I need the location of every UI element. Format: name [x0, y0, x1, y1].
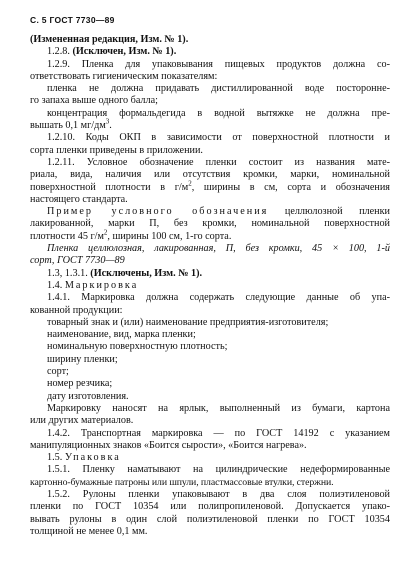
section-heading-marking: 1.4. Маркировка — [47, 279, 139, 291]
text-line: пленка не должна придавать дистиллированной воде посторонне- — [47, 83, 390, 95]
text-line: 1.4.2. Транспортная маркировка — по ГОСТ 14192 с указанием — [47, 427, 390, 439]
paragraph-1-5-2 — [30, 489, 390, 538]
clause-excluded-note: (Исключен, Изм. № 1). — [72, 46, 177, 58]
list-item: номер резчика; — [47, 378, 113, 390]
list-item: дату изготовления. — [47, 390, 129, 402]
text-line: сорт, ГОСТ 7730—89 — [30, 255, 125, 267]
paragraph-1-3 — [30, 268, 390, 280]
clause-excluded-note: (Исключены, Изм. № 1). — [90, 267, 203, 279]
text-line: пленки по ГОСТ 10354 или полипропиленовой. Допускается упако- — [30, 501, 390, 513]
text-line: толщиной не менее 0,1 мм. — [30, 525, 148, 537]
paragraph-1-2-10 — [30, 132, 390, 157]
list-item: ширину пленки; — [47, 353, 118, 365]
text-line: вывать рулоны в один слой полиэтиленовой пленки по ГОСТ 10354 — [30, 513, 390, 525]
document-page — [30, 15, 390, 538]
text-line: концентрация формальдегида в водной вытяжке не должна пре- — [47, 107, 390, 119]
clause-number: 1.3, 1.3.1. — [47, 267, 91, 279]
text-line: 1.2.9. Пленка для упаковывания пищевых продуктов должна со- — [47, 58, 390, 70]
text-line: или других материалов. — [30, 415, 134, 427]
text-line: кованной продукции: — [30, 304, 123, 316]
text-line: ответствовать гигиеническим показателям: — [30, 70, 218, 82]
text-line: картонно-бумажные патроны или шпули, пластмассовые втулки, стержни. — [30, 476, 334, 488]
text-line: 1.4.1. Маркировка должна содержать следующие данные об упа- — [47, 292, 390, 304]
paragraph-1-5-1 — [30, 464, 390, 489]
text-line: лакированной, марки П, без кромки, номинальной поверхностной — [30, 218, 390, 230]
list-item: наименование, вид, марка пленки; — [47, 329, 196, 341]
paragraph-example — [30, 206, 390, 243]
paragraph-1-2-9 — [30, 59, 390, 84]
paragraph-1-2-8 — [30, 46, 390, 58]
text-line: поверхностной плотности в $г/м^2$, ширины в см, сорта и обозначения — [30, 179, 390, 193]
list-item: номинальную поверхностную плотность; — [47, 341, 228, 353]
text-line: 1.5.2. Рулоны пленки упаковывают в два слоя полиэтиленовой — [47, 488, 390, 500]
text-line: вышать 0,1 $мг/дм^3$. — [30, 117, 112, 132]
list-item: товарный знак и (или) наименование предприятия-изготовителя; — [47, 316, 329, 328]
list-item: сорт; — [47, 366, 69, 378]
paragraph-amendment-note: (Измененная редакция, Изм. № 1). — [30, 34, 189, 45]
text-line: 1.2.11. Условное обозначение пленки состоит из названия мате- — [47, 156, 390, 168]
paragraph-hygiene-odor — [30, 83, 390, 108]
paragraph-1-2-11 — [30, 157, 390, 206]
text-line: го запаха выше одного балла; — [30, 95, 158, 107]
paragraph-label-material — [30, 403, 390, 428]
page-header: С. 5 ГОСТ 7730—89 — [30, 15, 115, 25]
paragraph-example-designation — [30, 243, 390, 268]
example-heading: Пример условного обозначения — [47, 206, 269, 218]
paragraph-1-4-1 — [30, 292, 390, 317]
text-line: плотности 45 $г/м^2$, ширины 100 см, 1-го сорта. — [30, 228, 232, 242]
text-line: 1.2.10. Коды ОКП в зависимости от поверхностной плотности и — [47, 132, 390, 144]
text-line: манипуляционных знаков «Боится сырости», «Боится нагрева». — [30, 439, 307, 451]
section-heading-packaging: 1.5. Упаковка — [47, 452, 121, 464]
text-line: сорта пленки приведены в приложении. — [30, 144, 203, 156]
clause-number: 1.2.8. — [47, 46, 73, 58]
paragraph-hygiene-formaldehyde — [30, 108, 390, 133]
text-line: риала, вида, наличия или отсутствия кромки, марки, номинальной — [30, 169, 390, 181]
text-line: Пленка целлюлозная, лакированная, П, без кромки, 45 × 100, 1-й — [47, 243, 390, 255]
text-line: Пример условного обозначения целлюлозной пленки — [47, 206, 390, 218]
text-line: 1.5.1. Пленку наматывают на цилиндрические недеформированные — [47, 464, 390, 476]
paragraph-1-4-2 — [30, 428, 390, 453]
text-line: настоящего стандарта. — [30, 193, 128, 205]
text-line: Маркировку наносят на ярлык, выполненный из бумаги, картона — [47, 402, 390, 414]
